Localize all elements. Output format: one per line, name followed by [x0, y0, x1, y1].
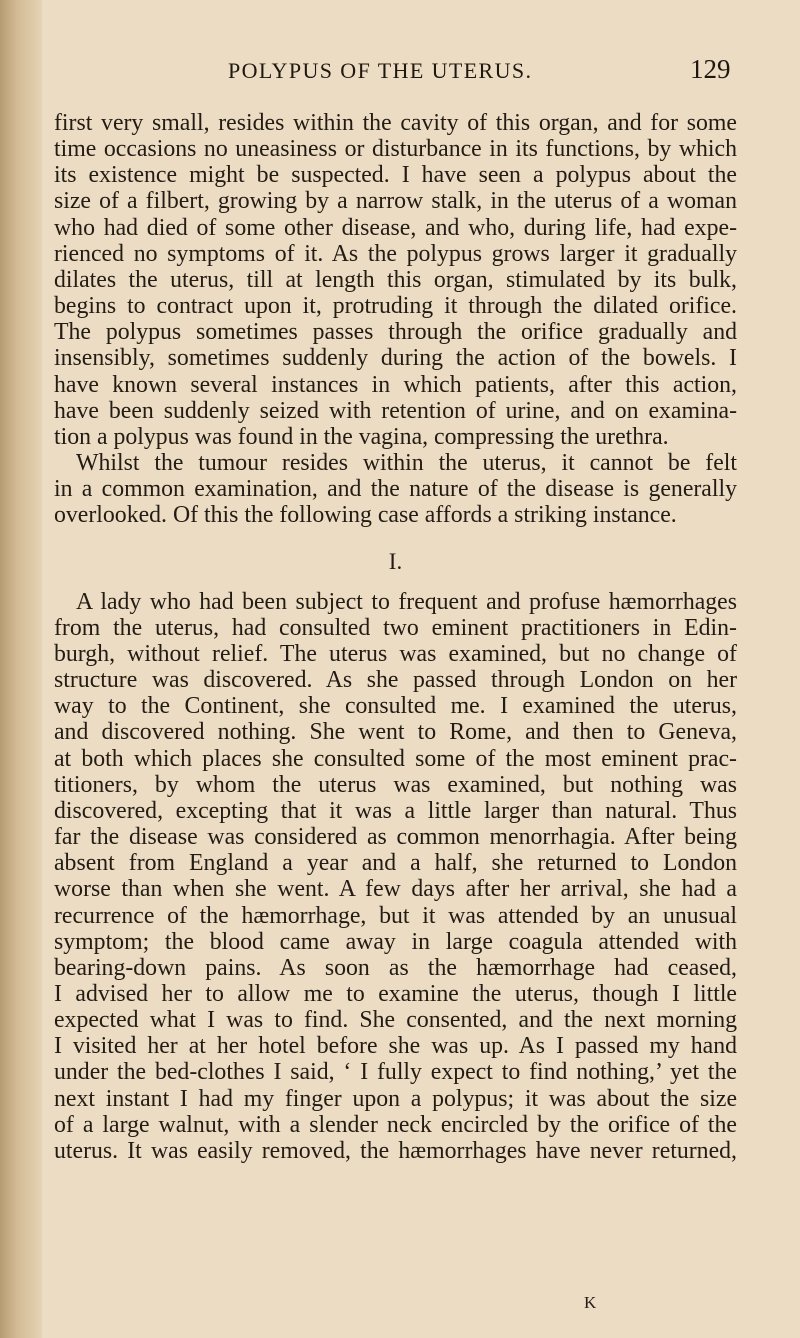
text-line: titioners, by whom the uterus was examined, but nothing was	[54, 771, 737, 798]
text-line: size of a filbert, growing by a narrow stalk, in the uterus of a woman	[54, 188, 737, 215]
text-line: tion a polypus was found in the vagina, compressing the urethra.	[54, 423, 669, 450]
text-line: discovered, excepting that it was a little larger than natural. Thus	[54, 797, 737, 824]
text-line: structure was discovered. As she passed through London on her	[54, 667, 737, 694]
text-line: at both which places she consulted some of the most eminent prac-	[54, 745, 737, 772]
text-line: insensibly, sometimes suddenly during the action of the bowels. I	[54, 345, 737, 372]
text-line: uterus. It was easily removed, the hæmorrhages have never returned,	[54, 1137, 737, 1164]
page-number: 129	[690, 54, 731, 84]
page-gutter-shadow	[0, 0, 42, 1338]
text-line: The polypus sometimes passes through the orifice gradually and	[54, 319, 737, 346]
text-line: under the bed-clothes I said, ‘ I fully expect to find nothing,’ yet the	[54, 1059, 737, 1086]
text-line: have known several instances in which patients, after this action,	[54, 371, 737, 398]
text-line: begins to contract upon it, protruding it through the dilated orifice.	[54, 293, 737, 320]
body-text	[54, 110, 737, 1164]
paragraph-1	[54, 110, 737, 450]
signature-mark: K	[584, 1293, 597, 1312]
text-line: expected what I was to find. She consented, and the next morning	[54, 1007, 737, 1034]
text-line: have been suddenly seized with retention of urine, and on examina-	[54, 397, 737, 424]
running-head: POLYPUS OF THE UTERUS.	[228, 58, 533, 83]
text-line: rienced no symptoms of it. As the polypus grows larger it gradually	[54, 240, 737, 267]
text-line: who had died of some other disease, and who, during life, had expe-	[54, 214, 737, 241]
text-line: A lady who had been subject to frequent and profuse hæmorrhages	[76, 588, 737, 615]
text-line: worse than when she went. A few days after her arrival, she had a	[54, 876, 737, 903]
text-line: way to the Continent, she consulted me. I examined the uterus,	[54, 693, 737, 720]
text-line: burgh, without relief. The uterus was examined, but no change of	[54, 640, 737, 667]
paragraph-2	[54, 450, 737, 528]
text-line: and discovered nothing. She went to Rome, and then to Geneva,	[54, 719, 737, 746]
text-line: in a common examination, and the nature of the disease is generally	[54, 476, 737, 503]
text-line: far the disease was considered as common menorrhagia. After being	[54, 824, 737, 851]
page-header	[0, 54, 800, 98]
text-line: from the uterus, had consulted two eminent practitioners in Edin-	[54, 614, 737, 641]
text-line: bearing-down pains. As soon as the hæmorrhage had ceased,	[54, 954, 737, 981]
text-line: recurrence of the hæmorrhage, but it was attended by an unusual	[54, 902, 737, 929]
text-line: time occasions no uneasiness or disturbance in its functions, by which	[54, 136, 737, 163]
text-line: I visited her at her hotel before she was up. As I passed my hand	[54, 1033, 737, 1060]
text-line: absent from England a year and a half, she returned to London	[54, 850, 737, 877]
text-line: of a large walnut, with a slender neck encircled by the orifice of the	[54, 1111, 737, 1138]
text-line: I advised her to allow me to examine the uterus, though I little	[54, 981, 737, 1007]
text-line: overlooked. Of this the following case affords a striking instance.	[54, 502, 677, 529]
text-line: symptom; the blood came away in large coagula attended with	[54, 928, 737, 955]
paragraph-3	[54, 589, 737, 1164]
text-line: next instant I had my finger upon a polypus; it was about the size	[54, 1085, 737, 1112]
text-line: first very small, resides within the cavity of this organ, and for some	[54, 110, 737, 136]
text-line: Whilst the tumour resides within the uterus, it cannot be felt	[76, 450, 737, 477]
text-line: dilates the uterus, till at length this organ, stimulated by its bulk,	[54, 266, 737, 293]
text-line: its existence might be suspected. I have seen a polypus about the	[54, 162, 737, 189]
case-number: I.	[388, 548, 403, 574]
